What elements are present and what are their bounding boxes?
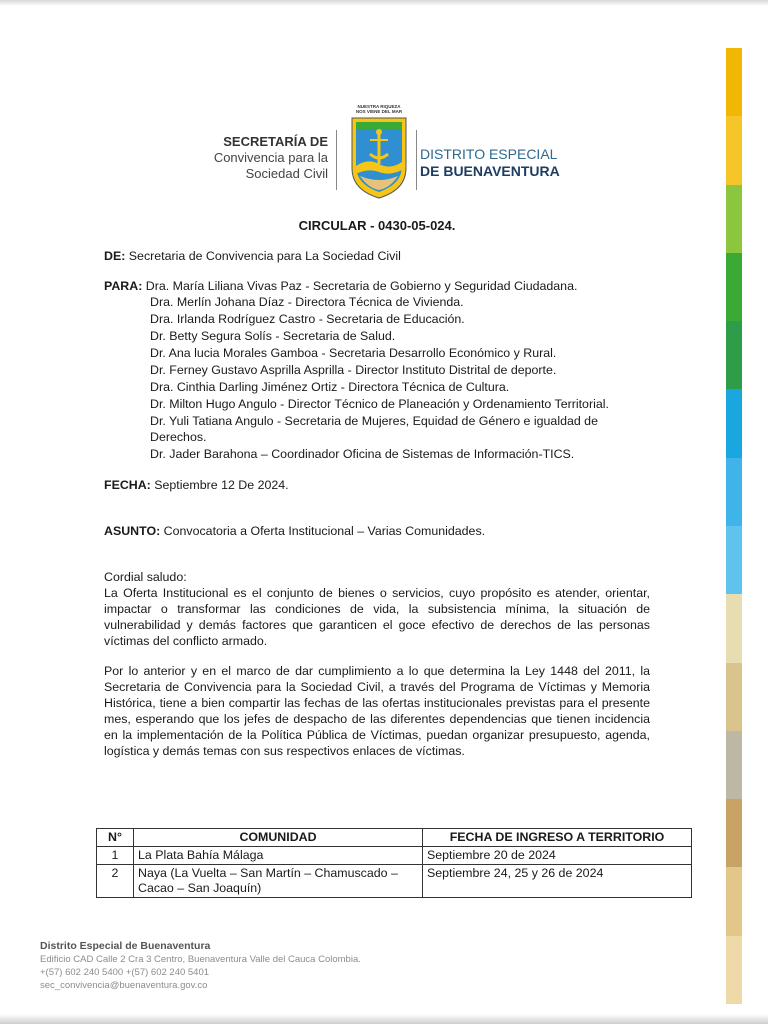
table-cell: La Plata Bahía Málaga	[134, 847, 423, 865]
table-cell: Septiembre 24, 25 y 26 de 2024	[423, 865, 692, 898]
stripe-segment	[726, 321, 742, 389]
fecha-line: FECHA: Septiembre 12 De 2024.	[104, 478, 289, 492]
body-paragraph-1: La Oferta Institucional es el conjunto de bienes o servicios, cuyo propósito es atender, orientar, impactar o transformar las condiciones de vida, la subsistencia mínima, la situación de vulnerabilidad y demás factores que garanticen el goce efectivo de derechos de las personas víctimas del conflicto armado.	[104, 586, 650, 648]
recipient-item: Dr. Ferney Gustavo Asprilla Asprilla - Director Instituto Distrital de deporte.	[150, 363, 557, 377]
stripe-segment	[726, 731, 742, 799]
table-header-row	[97, 829, 692, 847]
recipient-item: Dr. Jader Barahona – Coordinador Oficina de Sistemas de Información-TICS.	[150, 447, 575, 461]
recipient-list	[104, 294, 650, 462]
stripe-segment	[726, 116, 742, 184]
secretaria-logo-text: SECRETARÍA DE Convivencia para la Sociedad Civil	[213, 134, 328, 181]
recipient-item: Dr. Betty Segura Solís - Secretaria de Salud.	[150, 329, 396, 343]
buenaventura-shield-logo: NUESTRA RIQUEZA NOS VIENE DEL MAR	[346, 104, 412, 205]
table-row	[97, 865, 692, 898]
recipient-item: Dra. Cinthia Darling Jiménez Ortiz - Directora Técnica de Cultura.	[150, 380, 510, 394]
asunto-line: ASUNTO: Convocatoria a Oferta Institucional – Varias Comunidades.	[104, 524, 486, 538]
letterhead-divider	[336, 130, 337, 190]
stripe-segment	[726, 799, 742, 867]
table-cell: Naya (La Vuelta – San Martín – Chamuscado – Cacao – San Joaquín)	[134, 865, 423, 898]
body-paragraph-2: Por lo anterior y en el marco de dar cumplimiento a lo que determina la Ley 1448 del 2011, la Secretaria de Convivencia para la Sociedad Civil, a través del Programa de Víctimas y Memoria Histórica, tiene a bien compartir las fechas de las ofertas institucionales previstas para el presente mes, esperando que los jefes de despacho de las diferentes dependencias que tienen incidencia en la implementación de la Política Pública de Víctimas, puedan organizar presupuesto, agenda, logística y demás temas con sus respectivos enlaces de víctimas.	[104, 664, 650, 758]
stripe-segment	[726, 458, 742, 526]
recipient-item: Dr. Milton Hugo Angulo - Director Técnico de Planeación y Ordenamiento Territorial.	[150, 397, 609, 411]
stripe-segment	[726, 526, 742, 594]
page-bottom-edge	[0, 1014, 768, 1024]
stripe-segment	[726, 867, 742, 935]
table-cell: 1	[97, 847, 134, 865]
recipient-item: Dr. Ana lucia Morales Gamboa - Secretaria Desarrollo Económico y Rural.	[150, 346, 557, 360]
stripe-segment	[726, 663, 742, 731]
footer-phones: +(57) 602 240 5400 +(57) 602 240 5401	[40, 967, 210, 978]
page-footer	[40, 940, 361, 992]
recipient-item: Dra. Merlín Johana Díaz - Directora Técnica de Vivienda.	[150, 295, 464, 309]
circular-body	[104, 218, 650, 759]
letterhead-divider	[416, 130, 417, 190]
letterhead	[190, 100, 590, 210]
para-line: PARA: Dra. María Liliana Vivas Paz - Secretaria de Gobierno y Seguridad Ciudadana.	[104, 279, 578, 293]
footer-org: Distrito Especial de Buenaventura	[40, 940, 211, 952]
de-line: DE: Secretaria de Convivencia para La Sociedad Civil	[104, 249, 401, 263]
stripe-segment	[726, 389, 742, 457]
circular-title: CIRCULAR - 0430-05-024.	[298, 218, 456, 233]
decorative-color-stripe	[726, 48, 742, 1004]
page-top-edge	[0, 0, 768, 6]
column-header: N°	[97, 829, 134, 847]
column-header: COMUNIDAD	[134, 829, 423, 847]
stripe-segment	[726, 185, 742, 253]
stripe-segment	[726, 48, 742, 116]
stripe-segment	[726, 253, 742, 321]
table-cell: 2	[97, 865, 134, 898]
recipient-item: Dra. Irlanda Rodríguez Castro - Secretaria de Educación.	[150, 312, 465, 326]
footer-address: Edificio CAD Calle 2 Cra 3 Centro, Buenaventura Valle del Cauca Colombia.	[40, 954, 361, 965]
greeting: Cordial saludo:	[104, 570, 187, 584]
distrito-logo-text: DISTRITO ESPECIAL DE BUENAVENTURA	[420, 146, 560, 179]
table-cell: Septiembre 20 de 2024	[423, 847, 692, 865]
shield-icon	[346, 114, 412, 200]
stripe-segment	[726, 936, 742, 1004]
stripe-segment	[726, 594, 742, 662]
community-schedule-table	[96, 828, 692, 898]
recipient-item: Dr. Yuli Tatiana Angulo - Secretaria de Mujeres, Equidad de Género e igualdad de Derechos.	[150, 414, 598, 444]
column-header: FECHA DE INGRESO A TERRITORIO	[423, 829, 692, 847]
footer-email[interactable]: sec_convivencia@buenaventura.gov.co	[40, 980, 208, 991]
table-row	[97, 847, 692, 865]
